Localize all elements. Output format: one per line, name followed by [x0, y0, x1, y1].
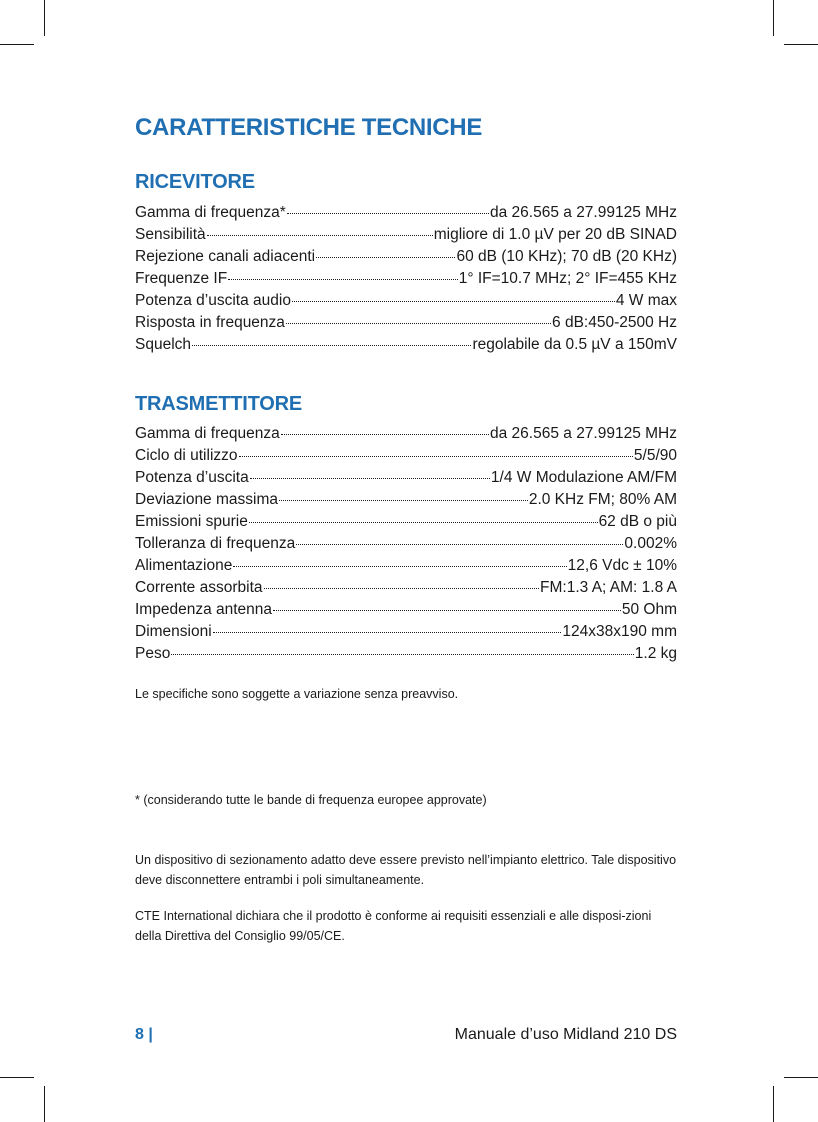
spec-label: Squelch: [135, 336, 192, 353]
specs-disclaimer: Le specifiche sono soggette a variazione senza preavviso.: [135, 687, 459, 701]
dot-leader: [296, 544, 623, 545]
dot-leader: [171, 654, 633, 655]
spec-label: Risposta in frequenza: [135, 314, 285, 331]
crop-mark: [784, 44, 818, 45]
spec-label: Ciclo di utilizzo: [135, 447, 238, 464]
spec-label: Gamma di frequenza: [135, 425, 280, 442]
spec-value: migliore di 1.0 µV per 20 dB SINAD: [433, 226, 677, 243]
dot-leader: [316, 257, 455, 258]
spec-row: [135, 268, 677, 290]
spec-value: da 26.565 a 27.99125 MHz: [490, 204, 677, 221]
spec-row: [135, 643, 677, 665]
receiver-spec-list: [135, 202, 677, 356]
spec-value: 50 Ohm: [621, 601, 677, 618]
dot-leader: [192, 345, 471, 346]
spec-value: 4 W max: [615, 292, 677, 309]
disconnect-note: Un dispositivo di sezionamento adatto deve essere previsto nell’impianto elettrico. Tale dispositivo deve disconnettere entrambi i poli simultaneamente.: [135, 853, 677, 887]
dot-leader: [207, 235, 433, 236]
spec-row: [135, 467, 677, 489]
spec-row: [135, 533, 677, 555]
dot-leader: [279, 500, 528, 501]
dot-leader: [286, 323, 551, 324]
dot-leader: [239, 456, 633, 457]
spec-value: 12,6 Vdc ± 10%: [567, 557, 677, 574]
crop-mark: [44, 0, 45, 36]
dot-leader: [233, 566, 566, 567]
crop-mark: [784, 1077, 818, 1078]
page-title: CARATTERISTICHE TECNICHE: [135, 114, 483, 141]
crop-mark: [773, 1086, 774, 1122]
spec-value: 2.0 KHz FM; 80% AM: [528, 491, 677, 508]
spec-row: [135, 489, 677, 511]
spec-row: [135, 423, 677, 445]
receiver-heading: RICEVITORE: [135, 171, 255, 193]
crop-mark: [44, 1086, 45, 1122]
dot-leader: [213, 632, 562, 633]
conformity-note: CTE International dichiara che il prodotto è conforme ai requisiti essenziali e alle disposi-zioni della Direttiva del Consiglio 99/05/CE.: [135, 909, 652, 943]
spec-value: 124x38x190 mm: [562, 623, 677, 640]
spec-label: Potenza d’uscita: [135, 469, 249, 486]
dot-leader: [249, 522, 598, 523]
page-number: 8 |: [135, 1026, 153, 1043]
spec-label: Rejezione canali adiacenti: [135, 248, 316, 265]
spec-label: Alimentazione: [135, 557, 233, 574]
dot-leader: [281, 434, 489, 435]
spec-label: Gamma di frequenza*: [135, 204, 286, 221]
transmitter-spec-list: [135, 423, 677, 665]
spec-label: Emissioni spurie: [135, 513, 248, 530]
spec-row: [135, 445, 677, 467]
spec-value: 1.2 kg: [634, 645, 677, 662]
footnote: * (considerando tutte le bande di frequenza europee approvate): [135, 793, 487, 807]
dot-leader: [250, 478, 490, 479]
spec-row: [135, 224, 677, 246]
crop-mark: [0, 44, 34, 45]
spec-row: [135, 290, 677, 312]
spec-row: [135, 621, 677, 643]
spec-value: 62 dB o più: [598, 513, 677, 530]
crop-mark: [0, 1077, 34, 1078]
spec-row: [135, 511, 677, 533]
spec-row: [135, 246, 677, 268]
spec-value: 0.002%: [624, 535, 677, 552]
spec-value: regolabile da 0.5 µV a 150mV: [472, 336, 677, 353]
spec-row: [135, 555, 677, 577]
spec-value: 5/5/90: [633, 447, 677, 464]
spec-value: 1° IF=10.7 MHz; 2° IF=455 KHz: [458, 270, 677, 287]
dot-leader: [228, 279, 458, 280]
dot-leader: [273, 610, 621, 611]
spec-label: Tolleranza di frequenza: [135, 535, 296, 552]
spec-value: FM:1.3 A; AM: 1.8 A: [540, 579, 677, 596]
spec-label: Impedenza antenna: [135, 601, 273, 618]
dot-leader: [287, 213, 489, 214]
spec-label: Corrente assorbita: [135, 579, 263, 596]
spec-label: Dimensioni: [135, 623, 212, 640]
spec-row: [135, 599, 677, 621]
spec-value: 1/4 W Modulazione AM/FM: [490, 469, 677, 486]
spec-label: Deviazione massima: [135, 491, 278, 508]
spec-value: 60 dB (10 KHz); 70 dB (20 KHz): [456, 248, 677, 265]
transmitter-heading: TRASMETTITORE: [135, 393, 303, 415]
spec-label: Peso: [135, 645, 171, 662]
spec-value: da 26.565 a 27.99125 MHz: [490, 425, 677, 442]
spec-row: [135, 577, 677, 599]
spec-row: [135, 334, 677, 356]
spec-label: Frequenze IF: [135, 270, 228, 287]
spec-label: Potenza d’uscita audio: [135, 292, 291, 309]
spec-row: [135, 202, 677, 224]
spec-row: [135, 312, 677, 334]
spec-value: 6 dB:450-2500 Hz: [552, 314, 677, 331]
manual-title: Manuale d’uso Midland 210 DS: [454, 1026, 677, 1043]
spec-label: Sensibilità: [135, 226, 206, 243]
dot-leader: [292, 301, 615, 302]
dot-leader: [264, 588, 540, 589]
crop-mark: [773, 0, 774, 36]
